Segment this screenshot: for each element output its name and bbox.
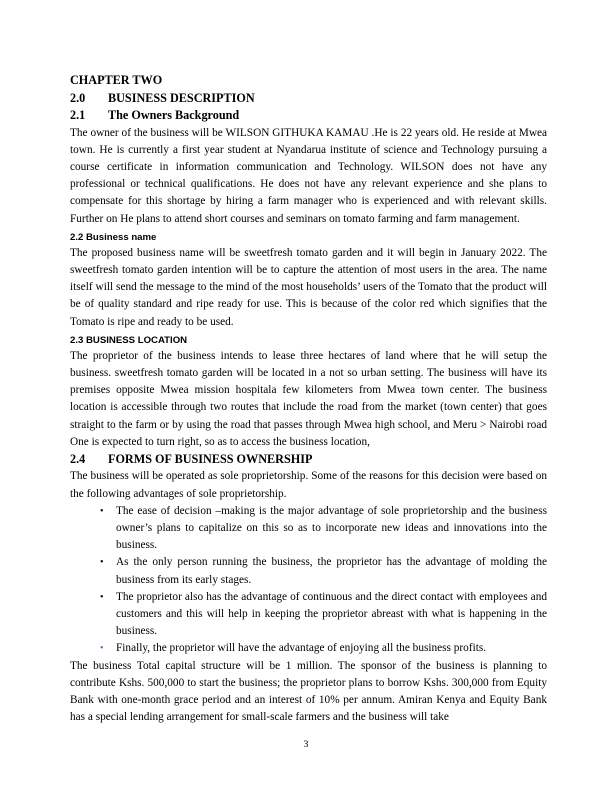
list-item xyxy=(70,554,547,588)
bullet-marker-final: • xyxy=(100,643,104,655)
bullet-text: Finally, the proprietor will have the advantage of enjoying all the business profits. xyxy=(116,642,487,655)
advantages-bullet-list xyxy=(70,503,547,658)
section-heading-2-1 xyxy=(70,107,547,125)
bullet-text: As the only person running the business, the proprietor has the advantage of molding the business from its early stages. xyxy=(116,556,547,586)
section-heading-2-4 xyxy=(70,451,547,469)
paragraph-ownership-intro: The business will be operated as sole proprietorship. Some of the reasons for this decision were based on the following advantages of sole proprietorship. xyxy=(70,470,547,500)
section-title: The Owners Background xyxy=(108,108,240,122)
list-item xyxy=(70,589,547,641)
chapter-heading: CHAPTER TWO xyxy=(70,73,163,87)
section-title: BUSINESS DESCRIPTION xyxy=(108,90,255,105)
section-heading-2-3: 2.3 BUSINESS LOCATION xyxy=(70,334,188,346)
paragraph-business-name: The proposed business name will be sweetfresh tomato garden and it will begin in January 2022. The sweetfresh tomato garden intention will be to capture the attention of most users in the area. The name itself will send the message to the mind of the most households’ users of the Tomato that the product will be of quality standard and ripe ready for use. This is because of the color red which signifies that the Tomato is ripe and ready to be used. xyxy=(70,246,547,328)
paragraph-owners-background: The owner of the business will be WILSON GITHUKA KAMAU .He is 22 years old. He reside at Mwea town. He is currently a first year student at Nyandarua institute of science and Technology pursuing a course certificate in information communication and Technology. WILSON does not have any professional or technical qualifications. He does not have any relevant experience and she plans to compensate for this shortage by hiring a farm manager who is experienced and with relevant skills. Further on He plans to attend short courses and seminars on tomato farming and farm management. xyxy=(70,126,547,225)
paragraph-capital-structure: The business Total capital structure will be 1 million. The sponsor of the business is planning to contribute Kshs. 500,000 to start the business; the proprietor plans to borrow Kshs. 300,000 from Equity Bank with one-month grace period and an interest of 10% per annum. Amiran Kenya and Equity Bank has a special lending arrangement for small-scale farmers and the business will take xyxy=(70,659,547,724)
list-item xyxy=(70,640,547,657)
section-title: FORMS OF BUSINESS OWNERSHIP xyxy=(108,451,313,466)
section-number: 2.1 xyxy=(70,108,86,122)
bullet-icon: • xyxy=(100,557,104,569)
bullet-icon: • xyxy=(100,505,104,517)
section-heading-2-2: 2.2 Business name xyxy=(70,231,157,243)
section-heading-2-0 xyxy=(70,90,547,108)
list-item xyxy=(70,503,547,555)
section-number: 2.4 xyxy=(70,451,86,466)
bullet-text: The ease of decision –making is the major advantage of sole proprietorship and the business owner’s plans to capitalize on this so as to incorporate new ideas and innovations into the business. xyxy=(116,504,547,552)
section-number: 2.0 xyxy=(70,90,86,105)
bullet-text: The proprietor also has the advantage of continuous and the direct contact with employees and customers and this will help in keeping the proprietor abreast with what is happening in the business. xyxy=(116,590,547,638)
page-content xyxy=(70,72,547,727)
paragraph-business-location: The proprietor of the business intends to lease three hectares of land where that he will setup the business. sweetfresh tomato garden will be located in a not so urban setting. The business will have its premises opposite Mwea mission hospitala few kilometers from Mwea town center. The business location is accessible through two routes that include the road from the market (town center) that goes straight to the farm or by using the road that passes through Mwea high school, and Meru > Nairobi road One is expected to turn right, so as to access the business location, xyxy=(70,349,547,448)
bullet-icon: • xyxy=(100,591,104,603)
page-number: 3 xyxy=(303,739,309,750)
